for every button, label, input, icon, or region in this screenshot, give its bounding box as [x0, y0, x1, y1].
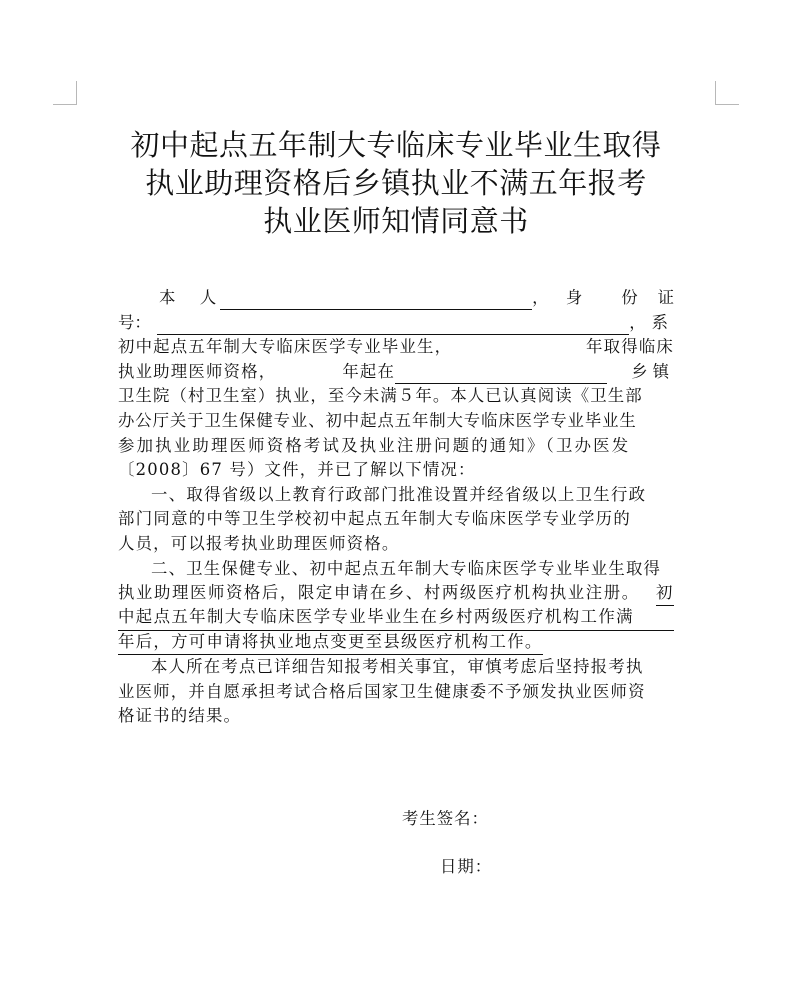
closing-line: 本人所在考点已详细告知报考相关事宜，审慎考虑后坚持报考执: [151, 656, 644, 676]
item-two-underlined-text: 初: [656, 581, 674, 607]
item-two-line: 二、卫生保健专业、初中起点五年制大专临床医学专业毕业生取得: [151, 558, 662, 578]
item-two-line: [118, 606, 674, 631]
crop-mark-top-left-vertical: [76, 81, 77, 105]
title-line-2: 执业助理资格后乡镇执业不满五年报考: [145, 166, 647, 200]
item-two-plain-text: 执业助理医师资格后，限定申请在乡、村两级医疗机构执业注册。: [118, 583, 640, 603]
document-body: [118, 286, 674, 729]
crop-mark-top-right-vertical: [715, 81, 716, 105]
candidate-signature-label: 考生签名：: [402, 809, 489, 828]
crop-mark-top-right-horizontal: [715, 104, 739, 105]
item-one-line: 部门同意的中等卫生学校初中起点五年制大专临床医学专业学历的: [118, 509, 632, 529]
item-one-line: 一、取得省级以上教育行政部门批准设置并经省级以上卫生行政: [151, 484, 647, 504]
id-label-1: 身: [565, 288, 583, 307]
closing-line: 业医师，并自愿承担考试合格后国家卫生健康委不予颁发执业医师资: [118, 681, 646, 701]
title-line-3: 执业医师知情同意书: [263, 204, 529, 238]
document-title: [0, 126, 792, 240]
practice-start-line: [118, 360, 674, 385]
para-line: 卫生院（村卫生室）执业，至今未满５年。本人已认真阅读《卫生部: [118, 386, 643, 406]
qualification-text: 执业助理医师资格，: [118, 361, 277, 381]
para-line: 办公厅关于卫生保健专业、初中起点五年制大专临床医学专业毕业生: [118, 410, 637, 430]
para-line: 参加执业助理医师资格考试及执业注册问题的通知》（卫办医发: [118, 435, 631, 455]
title-line-1: 初中起点五年制大专临床专业毕业生取得: [130, 128, 662, 162]
id-number-suffix: ，系: [629, 312, 674, 332]
crop-mark-top-left-horizontal: [53, 104, 77, 105]
id-number-label: 号：: [118, 312, 151, 332]
closing-line: 格证书的结果。: [118, 706, 242, 726]
date-label: 日期：: [440, 857, 493, 876]
id-number-line: [118, 311, 674, 336]
item-two-line: [118, 581, 674, 606]
name-blank[interactable]: [220, 292, 532, 310]
township-label: 乡镇: [631, 361, 674, 381]
graduate-text: 初中起点五年制大专临床医学专业毕业生，: [118, 337, 453, 357]
graduate-line: [118, 335, 674, 360]
name-comma: ，: [532, 288, 549, 307]
item-one-line: 人员，可以报考执业助理医师资格。: [118, 533, 400, 553]
graduate-year-text: 年取得临床: [586, 337, 674, 357]
id-number-blank[interactable]: [157, 317, 629, 335]
item-two-underlined-text: 年后，方可申请将执业地点变更至县级医疗机构工作。: [118, 630, 543, 656]
id-label-3: 证: [657, 288, 674, 307]
start-year-text: 年起在: [342, 361, 396, 381]
name-label: 本 人: [159, 288, 221, 307]
item-two-underlined-text: 中起点五年制大专临床医学专业毕业生在乡村两级医疗机构工作满: [118, 605, 674, 631]
para-line: 〔2008〕67 号）文件，并已了解以下情况：: [118, 460, 476, 480]
id-label-2: 份: [621, 288, 638, 307]
item-two-line: [118, 630, 674, 655]
township-blank[interactable]: [395, 366, 607, 384]
name-line: [118, 286, 674, 311]
